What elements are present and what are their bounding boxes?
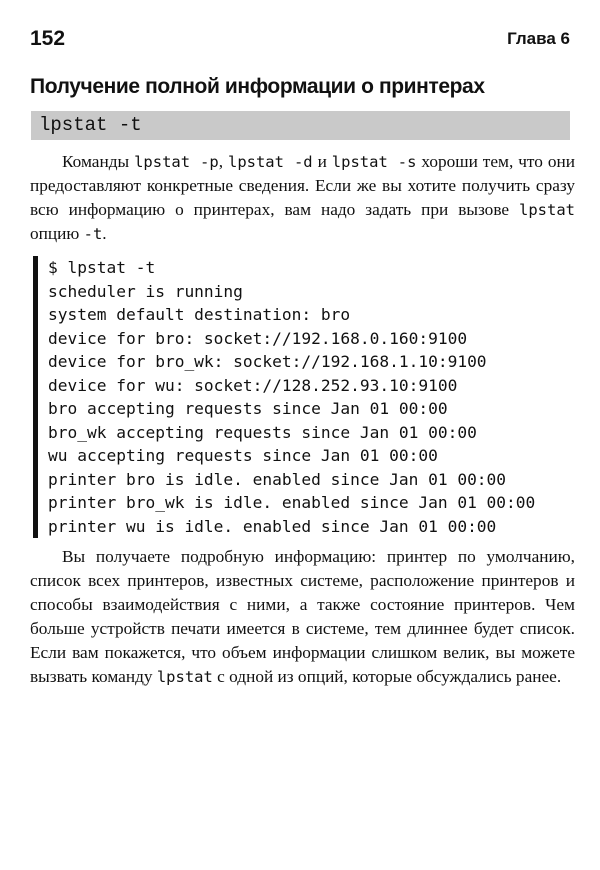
- code-line: device for bro_wk: socket://192.168.1.10:9100: [48, 352, 487, 371]
- code-line: device for bro: socket://192.168.0.160:9100: [48, 328, 468, 348]
- intro-paragraph: Команды lpstat -p, lpstat -d и lpstat -s хороши тем, что они предоставляют конкретные сведения. Если же вы хотите получить сразу всю информацию о принтерах, вам надо задать при вызове lpstat опцию -t.: [30, 152, 575, 243]
- code-line: device for wu: socket://128.252.93.10:9100: [48, 375, 458, 395]
- code-line: scheduler is running: [48, 281, 243, 301]
- page-header: [30, 27, 570, 51]
- code-line: printer bro_wk is idle. enabled since Jan 01 00:00: [48, 493, 536, 512]
- code-line: printer bro is idle. enabled since Jan 01 00:00: [48, 469, 507, 489]
- summary-paragraph: Вы получаете подробную информацию: принтер по умолчанию, список всех принтеров, известных системе, расположение принтеров и способы взаимодействия с ними, а также состояние принтеров. Чем больше устройств печати имеется в системе, тем длиннее будет список. Если вам покажется, что объем информации слишком велик, вы можете вызвать команду lpstat с одной из опций, которые обсуждались ранее.: [30, 547, 575, 686]
- code-line: $ lpstat -t: [48, 258, 156, 277]
- chapter-label: Глава 6: [507, 29, 570, 48]
- inline-code: lpstat: [156, 668, 213, 686]
- code-listing: [33, 256, 588, 538]
- code-line: printer wu is idle. enabled since Jan 01 00:00: [48, 516, 497, 536]
- code-line: wu accepting requests since Jan 01 00:00: [48, 446, 438, 465]
- command-bar: [31, 111, 570, 140]
- inline-code: -t: [83, 225, 103, 243]
- section-title: Получение полной информации о принтерах: [30, 75, 485, 98]
- inline-code: lpstat -s: [331, 153, 417, 171]
- code-line: bro accepting requests since Jan 01 00:00: [48, 399, 448, 418]
- inline-code: lpstat -d: [227, 153, 313, 171]
- page-number: 152: [30, 27, 66, 50]
- inline-code: lpstat: [519, 201, 575, 219]
- code-line: bro_wk accepting requests since Jan 01 00:00: [48, 422, 477, 442]
- inline-code: lpstat -p: [134, 153, 219, 171]
- code-line: system default destination: bro: [48, 305, 351, 324]
- command-text: lpstat -t: [39, 114, 142, 136]
